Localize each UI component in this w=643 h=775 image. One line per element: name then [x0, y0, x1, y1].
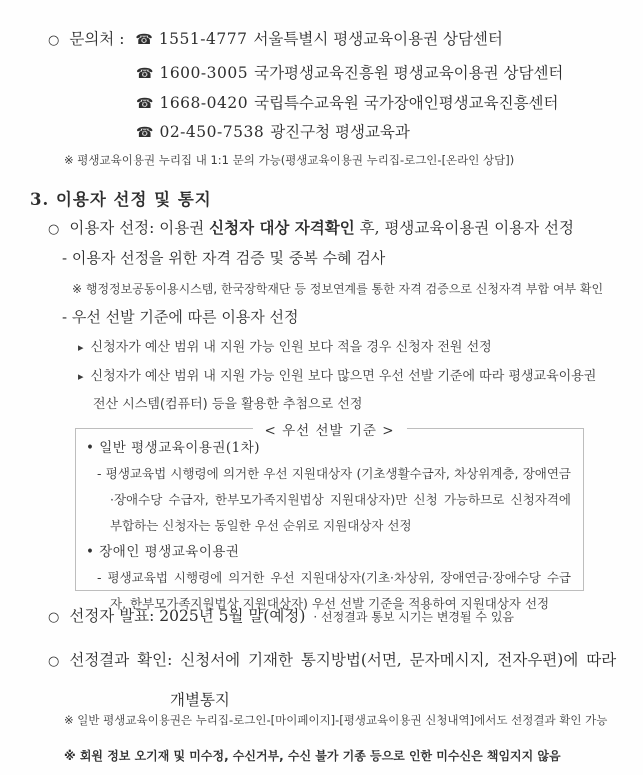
user-selection-line — [48, 216, 574, 238]
contact-phone-number: 1668-0420 — [159, 94, 249, 112]
phone-icon: ☎ — [135, 32, 153, 48]
phone-icon: ☎ — [136, 66, 154, 82]
contact-line — [136, 91, 558, 113]
contact-label: 문의처 : — [69, 30, 125, 48]
list-item — [78, 336, 492, 355]
contact-org-name: 서울특별시 평생교육이용권 상담센터 — [253, 30, 503, 48]
result-check-text: 선정결과 확인: 신청서에 기재한 통지방법(서면, 문자메시지, 전자우편)에 따라 — [69, 651, 617, 669]
contact-phone-number: 1551-4777 — [158, 30, 248, 48]
list-item — [78, 363, 601, 419]
contact-org-name: 국가평생교육진흥원 평생교육이용권 상담센터 — [254, 64, 564, 82]
result-check-block — [48, 641, 617, 719]
list-item-text: 신청자가 예산 범위 내 지원 가능 인원 보다 많으면 우선 선발 기준에 따라 평생교육이용권 전산 시스템(컴퓨터) 등을 활용한 추첨으로 선정 — [90, 369, 597, 412]
announcement-text: 선정자 발표: 2025년 5월 말(예정) — [69, 607, 306, 625]
phone-icon: ☎ — [136, 96, 154, 112]
announcement-line — [48, 604, 514, 626]
criteria-item-body: - 평생교육법 시행령에 의거한 우선 지원대상자 (기초생활수급자, 차상위계층, 장애연금·장애수당 수급자, 한부모가족지원법상 지원대상자)만 신청 가능하므로 신청자격에 부합하는 신청자는 동일한 우선 순위로 지원대상자 선정 — [97, 466, 571, 533]
contact-line — [136, 120, 410, 142]
announcement-note: · 선정결과 통보 시기는 변경될 수 있음 — [313, 610, 515, 624]
criteria-item-body: - 평생교육법 시행령에 의거한 우선 지원대상자(기초·차상위, 장애연금·장애수당 수급자, 한부모가족지원법상 지원대상자) 우선 선발 기준을 적용하여 지원대상자 선정 — [97, 570, 571, 611]
contact-line — [48, 27, 503, 49]
contact-footnote: ※ 평생교육이용권 누리집 내 1:1 문의 가능(평생교육이용권 누리집-로그인-[온라인 상담]) — [64, 153, 515, 167]
circle-bullet-icon: ○ — [48, 610, 60, 625]
priority-criteria-box — [75, 423, 584, 611]
selection-text-post: 후, 평생교육이용권 이용자 선정 — [354, 219, 574, 237]
triangle-bullet-icon: ▸ — [78, 341, 84, 354]
contact-phone-number: 1600-3005 — [159, 64, 249, 82]
criteria-item-heading: • 일반 평생교육이용권(1차) — [86, 440, 261, 456]
criteria-item-heading: • 장애인 평생교육이용권 — [86, 544, 240, 560]
criteria-box-title: < 우선 선발 기준 > — [252, 419, 406, 439]
circle-bullet-icon: ○ — [48, 654, 60, 669]
result-check-text-continued: 개별통지 — [170, 691, 230, 709]
footnote: ※ 일반 평생교육이용권은 누리집-로그인-[마이페이지]-[평생교육이용권 신청내역]에서도 선정결과 확인 가능 — [64, 713, 608, 727]
list-item-text: 신청자가 예산 범위 내 지원 가능 인원 보다 적을 경우 신청자 전원 선정 — [90, 340, 492, 355]
verification-footnote: ※ 행정정보공동이용시스템, 한국장학재단 등 정보연계를 통한 자격 검증으로 신청자격 부합 여부 확인 — [72, 282, 604, 296]
contact-line — [136, 61, 563, 83]
section-heading: 3. 이용자 선정 및 통지 — [30, 190, 212, 209]
selection-text-bold: 신청자 대상 자격확인 — [209, 218, 355, 237]
circle-bullet-icon: ○ — [48, 222, 60, 237]
triangle-bullet-icon: ▸ — [78, 370, 84, 383]
circle-bullet-icon: ○ — [48, 33, 60, 48]
selection-text-pre: 이용자 선정: 이용권 — [69, 219, 210, 237]
footnote: ※ 회원 정보 오기재 및 미수정, 수신거부, 수신 불가 기종 등으로 인한 미수신은 책임지지 않음 — [64, 749, 561, 763]
sub-item-priority-selection: - 우선 선발 기준에 따른 이용자 선정 — [62, 308, 299, 326]
phone-icon: ☎ — [136, 125, 154, 141]
sub-item-verification: - 이용자 선정을 위한 자격 검증 및 중복 수혜 검사 — [62, 249, 386, 267]
contact-phone-number: 02-450-7538 — [159, 123, 265, 141]
contact-org-name: 광진구청 평생교육과 — [270, 123, 410, 141]
contact-org-name: 국립특수교육원 국가장애인평생교육진흥센터 — [254, 94, 559, 112]
